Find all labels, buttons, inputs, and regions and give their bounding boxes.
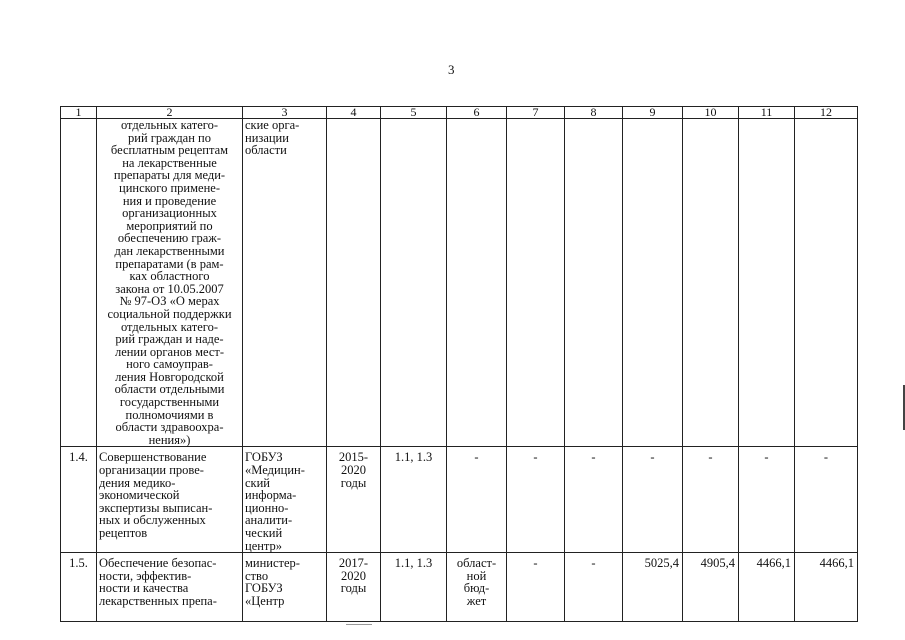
value-cell: - [507, 447, 565, 553]
program-table [60, 106, 858, 622]
activity-name: Совершенствование организации прове- дения медико- экономической экспертизы выписан- ных и обслуженных рецептов [97, 447, 243, 553]
column-header: 2 [97, 107, 243, 119]
column-header: 10 [683, 107, 739, 119]
executor: министер- ство ГОБУЗ «Центр [243, 553, 327, 622]
table-row [61, 119, 858, 447]
column-header: 1 [61, 107, 97, 119]
activity-name: Обеспечение безопас- ности, эффектив- ности и качества лекарственных препа- [97, 553, 243, 622]
value-cell: - [795, 447, 858, 553]
row-number: 1.4. [61, 447, 97, 553]
value-cell: - [623, 447, 683, 553]
table-row [61, 553, 858, 622]
executor: ские орга- низации области [243, 119, 327, 447]
value-cell [795, 119, 858, 447]
value-cell: - [565, 447, 623, 553]
column-header: 9 [623, 107, 683, 119]
column-header: 4 [327, 107, 381, 119]
value-cell: - [683, 447, 739, 553]
executor: ГОБУЗ «Медицин- ский информа- ционно- аналити- ческий центр» [243, 447, 327, 553]
row-number: 1.5. [61, 553, 97, 622]
value-cell: 5025,4 [623, 553, 683, 622]
value-cell: - [565, 553, 623, 622]
table-row [61, 447, 858, 553]
header-row [61, 107, 858, 119]
value-cell: 4466,1 [739, 553, 795, 622]
value-cell: 4466,1 [795, 553, 858, 622]
column-header: 3 [243, 107, 327, 119]
column-header: 11 [739, 107, 795, 119]
funding-source: - [447, 447, 507, 553]
value-cell: - [507, 553, 565, 622]
page-number: 3 [448, 62, 455, 77]
period: 2015- 2020 годы [327, 447, 381, 553]
row-number [61, 119, 97, 447]
funding-source: област- ной бюд- жет [447, 553, 507, 622]
value-cell [739, 119, 795, 447]
value-cell: 4905,4 [683, 553, 739, 622]
column-header: 5 [381, 107, 447, 119]
column-header: 12 [795, 107, 858, 119]
scan-artifact [346, 624, 372, 625]
value-cell [623, 119, 683, 447]
target-indicator: 1.1, 1.3 [381, 553, 447, 622]
value-cell [683, 119, 739, 447]
period: 2017- 2020 годы [327, 553, 381, 622]
target-indicator: 1.1, 1.3 [381, 447, 447, 553]
activity-name: отдельных катего- рий граждан по бесплатным рецептам на лекарственные препараты для меди- цинского примене- ния и проведение организационных мероприятий по обеспечению граж- дан лекарственными препаратами (в рам- ках областного закона от 10.05.2007 № 97-ОЗ «О мерах социальной поддержки отдельных катего- рий граждан и наде- лении органов мест- ного самоуправ- ления Новгородской области отдельными государственными полномочиями в области здравоохра- нения») [97, 119, 243, 447]
funding-source [447, 119, 507, 447]
column-header: 6 [447, 107, 507, 119]
value-cell [507, 119, 565, 447]
value-cell [565, 119, 623, 447]
target-indicator [381, 119, 447, 447]
period [327, 119, 381, 447]
column-header: 8 [565, 107, 623, 119]
column-header: 7 [507, 107, 565, 119]
value-cell: - [739, 447, 795, 553]
